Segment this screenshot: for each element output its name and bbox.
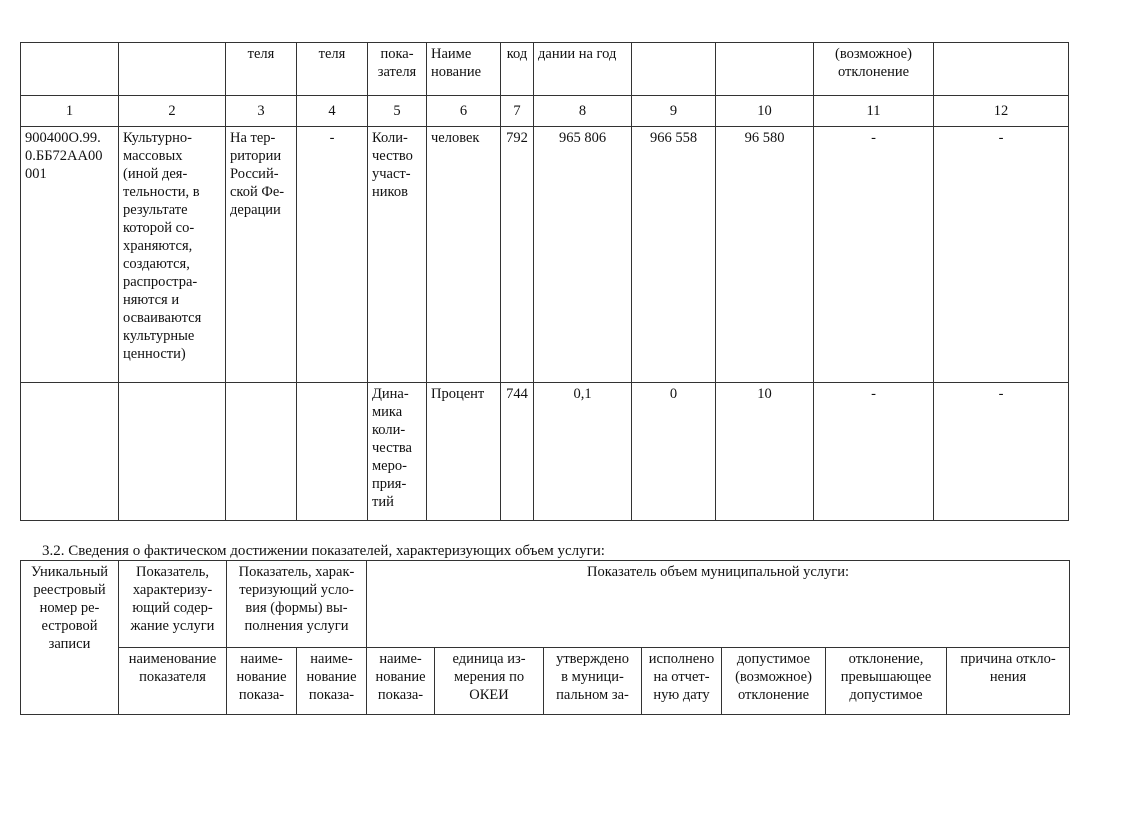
unit-name-cell: Процент <box>427 383 501 521</box>
column-number: 3 <box>226 96 297 127</box>
table-cell: - <box>814 127 934 383</box>
table-cell: - <box>934 127 1069 383</box>
unit-name-cell: человек <box>427 127 501 383</box>
volume-indicator-header: Показатель объем муниципальной услуги: <box>367 561 1070 648</box>
table-cell <box>226 383 297 521</box>
section-title: 3.2. Сведения о фактическом достижении показателей, характеризующих объем услуги: <box>42 543 605 559</box>
column-number: 12 <box>934 96 1069 127</box>
allowed-deviation-cell: 96 580 <box>716 127 814 383</box>
table-row <box>21 127 1069 383</box>
header-cell: (возможное) отклонение <box>814 43 934 96</box>
column-number: 9 <box>632 96 716 127</box>
header-cell <box>119 43 226 96</box>
indicators-table <box>20 42 1069 521</box>
actual-value-cell: 0 <box>632 383 716 521</box>
conditions-indicator-header: Показатель, харак- теризующий усло- вия (формы) вы- полнения услуги <box>227 561 367 648</box>
volume-indicators-table <box>20 560 1070 715</box>
table-header-row <box>21 561 1070 648</box>
column-number: 10 <box>716 96 814 127</box>
table-cell: - <box>297 127 368 383</box>
table-header-row <box>21 43 1069 96</box>
table-cell: - <box>934 383 1069 521</box>
indicator-name-cell: Дина- мика коли- чества меро- прия- тий <box>368 383 427 521</box>
header-cell: теля <box>226 43 297 96</box>
allowed-deviation-cell: 10 <box>716 383 814 521</box>
column-number: 7 <box>501 96 534 127</box>
column-number: 4 <box>297 96 368 127</box>
column-number: 5 <box>368 96 427 127</box>
column-number: 11 <box>814 96 934 127</box>
table-cell <box>119 383 226 521</box>
header-cell <box>934 43 1069 96</box>
table-subheader-row <box>21 648 1070 715</box>
subheader-cell: отклонение, превышающее допустимое <box>826 648 947 715</box>
actual-value-cell: 966 558 <box>632 127 716 383</box>
subheader-cell: допустимое (возможное) отклонение <box>722 648 826 715</box>
header-cell: дании на год <box>534 43 632 96</box>
header-cell <box>21 43 119 96</box>
subheader-cell: исполнено на отчет- ную дату <box>642 648 722 715</box>
column-number: 1 <box>21 96 119 127</box>
unit-code-cell: 792 <box>501 127 534 383</box>
header-cell: Наиме нование <box>427 43 501 96</box>
table-row <box>21 383 1069 521</box>
condition-cell: На тер- ритории Россий- ской Фе- дерации <box>226 127 297 383</box>
table-cell: - <box>814 383 934 521</box>
approved-value-cell: 0,1 <box>534 383 632 521</box>
table-cell <box>297 383 368 521</box>
subheader-cell: утверждено в муници- пальном за- <box>544 648 642 715</box>
subheader-cell: наиме- нование показа- <box>297 648 367 715</box>
registry-number-cell: 900400О.99. 0.ББ72АА00 001 <box>21 127 119 383</box>
column-number: 2 <box>119 96 226 127</box>
subheader-cell: наиме- нование показа- <box>367 648 435 715</box>
subheader-cell: наименование показателя <box>119 648 227 715</box>
content-indicator-header: Показатель, характеризу- ющий содер- жание услуги <box>119 561 227 648</box>
service-content-cell: Культурно- массовых (иной дея- тельности, в результате которой со- храняются, создаются, распростра- няются и осваиваются культурные ценности) <box>119 127 226 383</box>
header-cell <box>632 43 716 96</box>
unique-number-header: Уникальный реестровый номер ре- естровой записи <box>21 561 119 715</box>
column-number: 8 <box>534 96 632 127</box>
unit-code-cell: 744 <box>501 383 534 521</box>
indicator-name-cell: Коли- чество участ- ников <box>368 127 427 383</box>
column-number: 6 <box>427 96 501 127</box>
header-cell: пока- зателя <box>368 43 427 96</box>
column-number-row <box>21 96 1069 127</box>
approved-value-cell: 965 806 <box>534 127 632 383</box>
header-cell <box>716 43 814 96</box>
subheader-cell: причина откло- нения <box>947 648 1070 715</box>
header-cell: теля <box>297 43 368 96</box>
header-cell: код <box>501 43 534 96</box>
subheader-cell: единица из- мерения по ОКЕИ <box>435 648 544 715</box>
subheader-cell: наиме- нование показа- <box>227 648 297 715</box>
table-cell <box>21 383 119 521</box>
